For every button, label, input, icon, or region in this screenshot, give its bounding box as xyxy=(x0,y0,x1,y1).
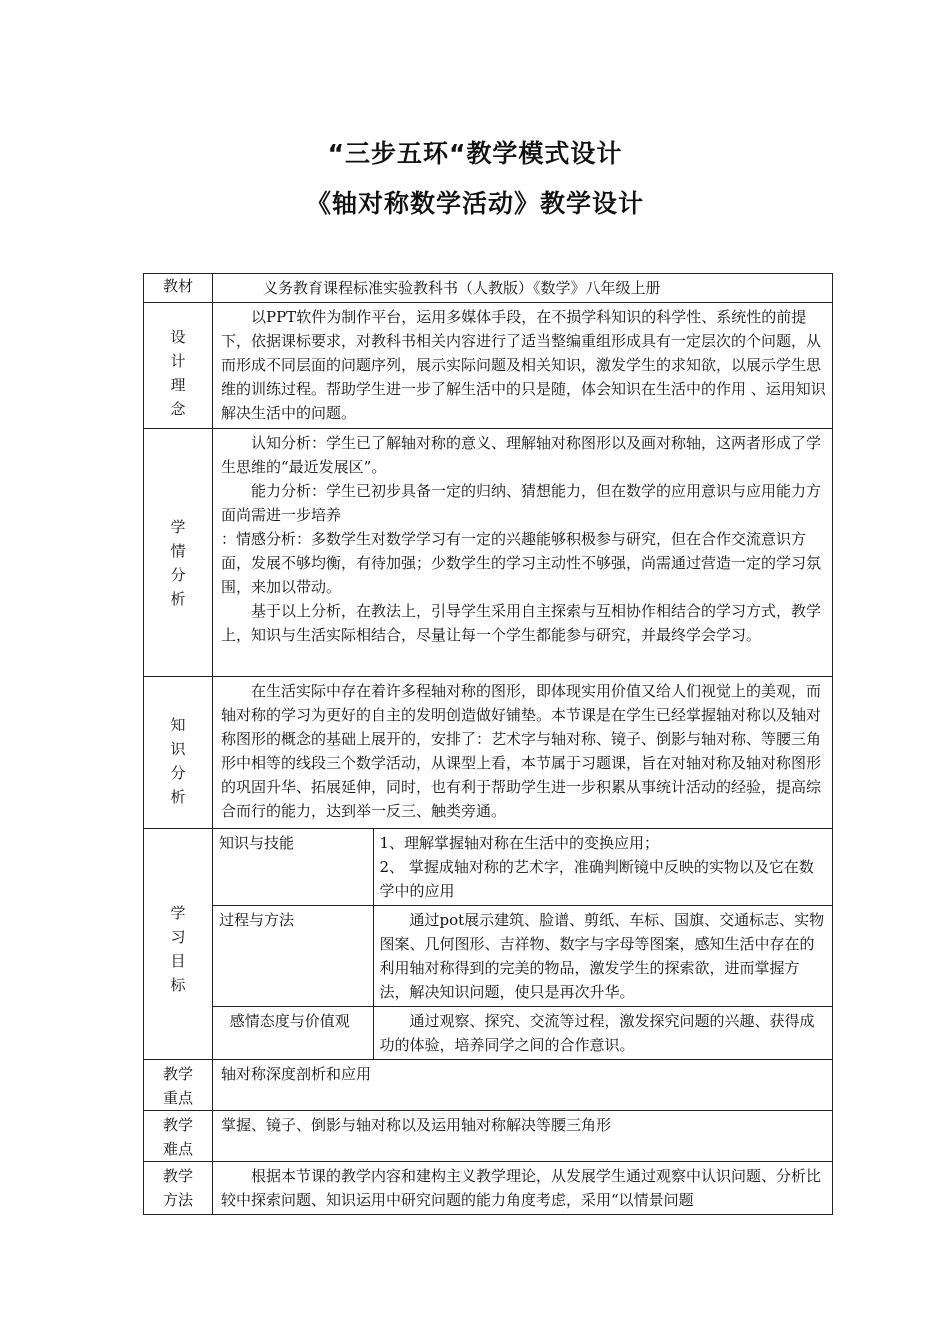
label-textbook: 教材 xyxy=(144,274,213,303)
label-char: 知 xyxy=(170,716,186,734)
title-line-1: “三步五环“教学模式设计 xyxy=(327,139,623,168)
line-number: 1、 xyxy=(379,834,405,852)
textbook-text: 义务教育课程标准实验教科书（人教版）《数学》八年级上册 xyxy=(263,279,661,297)
objective-line xyxy=(380,831,827,855)
label-teaching-difficulty xyxy=(144,1111,213,1162)
row-student-analysis xyxy=(144,429,833,677)
line-text: 掌握成轴对称的艺术字，准确判断镜中反映的实物以及它在数学中的应用 xyxy=(379,858,814,900)
content-knowledge-analysis xyxy=(213,677,833,829)
objective-text: 通过观察、探究、交流等过程，激发探究问题的兴趣、获得成功的体验，培养同学之间的合作意识。 xyxy=(379,1012,815,1054)
label-line: 重点 xyxy=(162,1089,193,1107)
label-char: 识 xyxy=(170,740,186,758)
objective-key: 感情态度与价值观 xyxy=(213,1007,373,1060)
difficulty-text: 掌握、镜子、倒影与轴对称以及运用轴对称解决等腰三角形 xyxy=(221,1116,612,1134)
label-teaching-method xyxy=(144,1162,213,1215)
label-char: 念 xyxy=(170,400,186,418)
objective-line xyxy=(380,855,827,903)
line-text: 理解掌握轴对称在生活中的变换应用； xyxy=(404,834,660,852)
objective-row xyxy=(213,906,832,1007)
design-text: 以PPT软件为制作平台，运用多媒体手段，在不损学科知识的科学性、系统性的前提下，依据课标要求，对教科书相关内容进行了适当整编重组形成具有一定层次的个问题，从而形成不同层面的问题序列，展示实际问题及相关知识，激发学生的求知欲，以展示学生思维的训练过程。帮助学生进一步了解生活中的只是随，体会知识在生活中的作用 、运用知识解决生活中的问题。 xyxy=(221,308,826,422)
content-design-philosophy xyxy=(213,303,833,429)
label-char: 计 xyxy=(170,352,186,370)
row-teaching-method xyxy=(144,1162,833,1215)
objectives-table xyxy=(213,829,832,1059)
label-char: 情 xyxy=(170,542,186,560)
label-knowledge-analysis xyxy=(144,677,213,829)
label-line: 教学 xyxy=(162,1167,193,1185)
student-para-4: 基于以上分析，在教法上，引导学生采用自主探索与互相协作相结合的学习方式，教学上，知识与生活实际相结合，尽量让每一个学生都能参与研究，并最终学会学习。 xyxy=(221,602,822,644)
row-learning-objectives xyxy=(144,829,833,1060)
objective-key: 知识与技能 xyxy=(213,829,373,906)
objectives-cell xyxy=(213,829,833,1060)
label-learning-objectives xyxy=(144,829,213,1060)
label-char: 习 xyxy=(170,928,186,946)
content-teaching-focus xyxy=(213,1060,833,1111)
student-para-2: 能力分析：学生已初步具备一定的归纳、猜想能力，但在数学的应用意识与应用能力方面尚需进一步培养 xyxy=(221,482,822,524)
student-para-3: ：情感分析：多数学生对数学学习有一定的兴趣能够积极参与研究，但在合作交流意识方面，发展不够均衡，有待加强；少数学生的学习主动性不够强，尚需通过营造一定的学习氛围，来加以带动。 xyxy=(221,530,822,596)
label-char: 设 xyxy=(170,328,186,346)
focus-text: 轴对称深度剖析和应用 xyxy=(221,1065,372,1083)
label-line: 难点 xyxy=(162,1140,193,1158)
objective-value xyxy=(373,1007,832,1060)
objective-row xyxy=(213,829,832,906)
student-para-1: 认知分析：学生已了解轴对称的意义、理解轴对称图形以及画对称轴，这两者形成了学生思维的“最近发展区”。 xyxy=(221,434,822,476)
method-text: 根据本节课的教学内容和建构主义教学理论，从发展学生通过观察中认识问题、分析比较中探索问题、知识运用中研究问题的能力角度考虑，采用“以情景问题 xyxy=(221,1167,822,1209)
label-design-philosophy xyxy=(144,303,213,429)
label-line: 教学 xyxy=(162,1065,193,1083)
label-char: 理 xyxy=(170,376,186,394)
label-char: 学 xyxy=(170,904,186,922)
label-char: 学 xyxy=(170,518,186,536)
label-student-analysis xyxy=(144,429,213,677)
objective-value xyxy=(373,906,832,1007)
label-char: 目 xyxy=(170,952,186,970)
objective-text: 通过pot展示建筑、脸谱、剪纸、车标、国旗、交通标志、实物图案、几何图形、吉祥物、数字与字母等图案，感知生活中存在的利用轴对称得到的完美的物品，激发学生的探索欲，进而掌握方法，解决知识问题，使只是再次升华。 xyxy=(379,911,825,1001)
knowledge-text: 在生活实际中存在着许多程轴对称的图形，即体现实用价值又给人们视觉上的美观，而轴对称的学习为更好的自主的发明创造做好铺垫。本节课是在学生已经掌握轴对称以及轴对称图形的概念的基础上展开的，安排了：艺术字与轴对称、镜子、倒影与轴对称、等腰三角形中相等的线段三个数学活动，从课型上看，本节属于习题课，旨在对轴对称及轴对称图形的巩固升华、拓展延伸，同时，也有利于帮助学生进一步积累从事统计活动的经验，提高综合而行的能力，达到举一反三、触类旁通。 xyxy=(221,682,822,820)
row-design-philosophy xyxy=(144,303,833,429)
content-teaching-difficulty xyxy=(213,1111,833,1162)
row-textbook xyxy=(144,274,833,303)
label-char: 标 xyxy=(170,976,186,994)
label-teaching-focus xyxy=(144,1060,213,1111)
label-line: 教学 xyxy=(162,1116,193,1134)
label-char: 析 xyxy=(170,590,186,608)
objective-value xyxy=(373,829,832,906)
label-char: 分 xyxy=(170,566,186,584)
label-line: 方法 xyxy=(162,1191,193,1209)
content-student-analysis xyxy=(213,429,833,677)
line-number: 2、 xyxy=(379,858,405,876)
objective-key: 过程与方法 xyxy=(213,906,373,1007)
row-teaching-focus xyxy=(144,1060,833,1111)
label-char: 分 xyxy=(170,764,186,782)
row-knowledge-analysis xyxy=(144,677,833,829)
content-teaching-method xyxy=(213,1162,833,1215)
content-textbook xyxy=(213,274,833,303)
title-line-2: 《轴对称数学活动》教学设计 xyxy=(305,189,644,218)
objective-row xyxy=(213,1007,832,1060)
label-char: 析 xyxy=(170,788,186,806)
row-teaching-difficulty xyxy=(144,1111,833,1162)
lesson-plan-table xyxy=(143,273,833,1215)
